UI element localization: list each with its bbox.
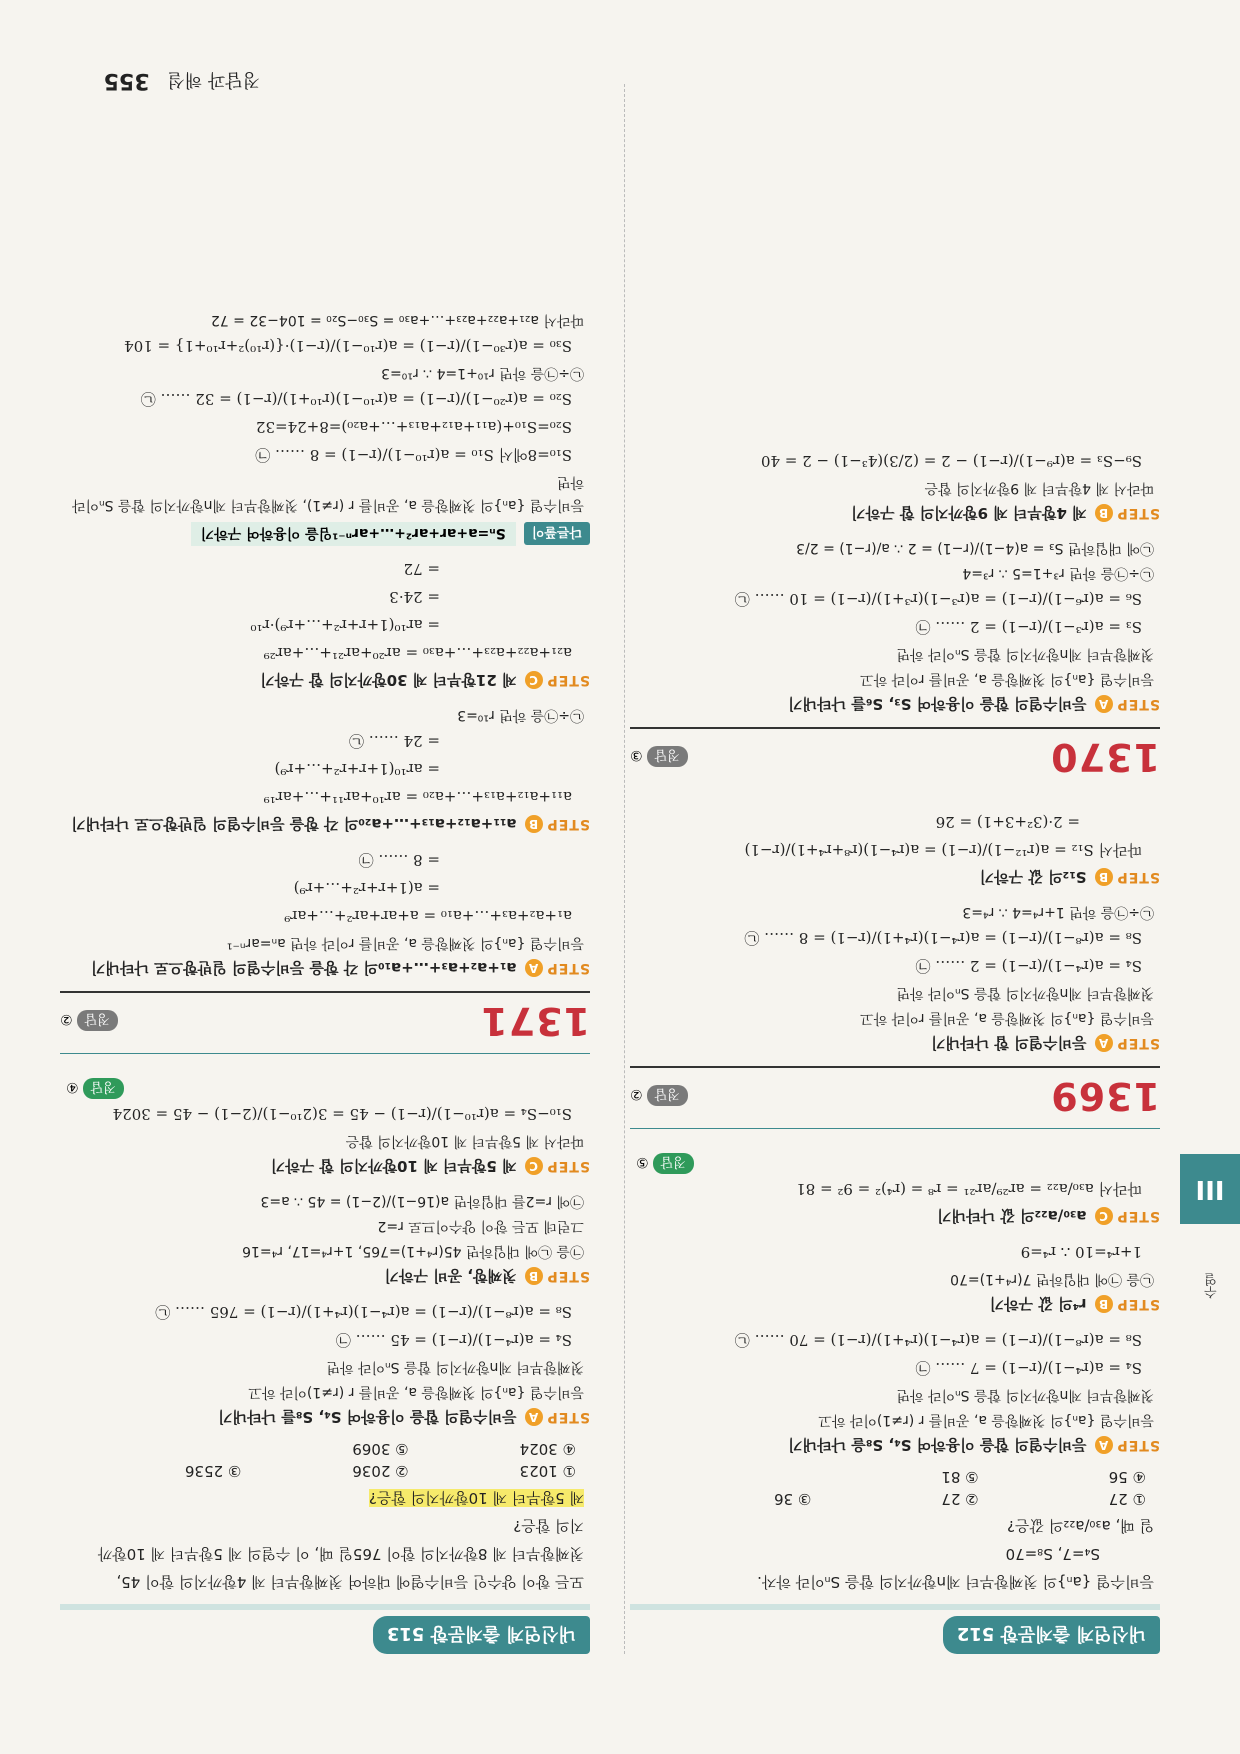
solution-line: 따라서 a₂₁+a₂₂+a₂₃+…+a₃₀ = S₃₀−S₂₀ = 104−32 = 72 [210,312,584,328]
problem-1369-header [630,1074,1160,1118]
solution-line: 등비수열 {aₙ}의 첫째항을 a, 공비를 r (r≠1)이라 하고 [248,1384,584,1400]
step-heading: STEP B a₁₁+a₁₂+a₁₃+…+a₂₀의 각 항을 등비수열의 일반항으로 나타내기 [71,815,590,833]
rule [630,1066,1160,1068]
equation: 따라서 a₃₀/a₂₂ = ar²⁹/ar²¹ = r⁸ = (r⁴)² = 9² = 81 [796,1180,1142,1198]
rule [60,991,590,993]
equation: S₈ = a(r⁸−1)/(r−1) = a(r⁴−1)(r⁴+1)/(r−1) = 8 …… ㉡ [744,929,1142,947]
column-divider [624,84,625,1654]
solution-line: ㉡÷㉠을 하면 r¹⁰=3 [457,707,584,723]
step-heading: STEP C 제 21항부터 제 30항까지의 합 구하기 [260,671,590,689]
question-line: S₄=7, S₈=70 [1005,1545,1100,1563]
step-heading: STEP A 등비수열의 합을 이용하여 S₄, S₈를 나타내기 [218,1408,590,1426]
answer: 정답④ [66,1078,590,1099]
equation: = ar¹⁰(1+r+r²+…+r⁹) [274,760,440,778]
side-chapter-tab: III [1180,1154,1240,1224]
choice[interactable]: ⑤ 3069 [352,1440,409,1458]
question-line: 등비수열 {aₙ}의 첫째항부터 제n항까지의 합을 Sₙ이라 하자. [757,1573,1154,1591]
equation: S₃₀ = a(r³⁰−1)/(r−1) = a(r¹⁰−1)/(r−1)·{(r¹⁰)²+r¹⁰+1} = 104 [124,337,572,355]
equation: = ar¹⁰(1+r+r²+…+r⁹)·r¹⁰ [250,616,440,634]
step-heading: STEP A 등비수열의 합을 이용하여 S₄, S₈을 나타내기 [788,1436,1160,1454]
solution-line: ㉠에 r=2를 대입하면 a(16−1)/(2−1) = 45 ∴ a=3 [260,1193,584,1209]
equation: = 24 …… ㉡ [349,732,440,750]
step-heading: STEP B r⁴의 값 구하기 [989,1295,1160,1313]
solution-line: ㉡÷㉠을 하면 1+r⁴=4 ∴ r⁴=3 [962,904,1154,920]
solution-line: ㉡에 대입하면 S₃ = a(4−1)/(r−1) = 2 ∴ a/(r−1) = 2/3 [796,540,1154,556]
banner-strip [60,1604,590,1610]
question-line: 일 때, a₃₀/a₂₂의 값은? [1007,1517,1154,1535]
equation: a₁₁+a₁₂+a₁₃+…+a₂₀ = ar¹⁰+ar¹¹+…+ar¹⁹ [263,788,572,806]
choice[interactable]: ② 27 [941,1490,979,1508]
equation: S₈ = a(r⁸−1)/(r−1) = a(r⁴−1)(r⁴+1)/(r−1) = 765 …… ㉡ [155,1303,572,1321]
question-highlight: 제 5항부터 제 10항까지의 합은? [368,1489,584,1507]
solution-line: 첫째항부터 제n항까지의 합을 Sₙ이라 하면 [326,1359,584,1375]
solution-line: ㉡을 ㉠에 대입하면 7(r⁴+1)=70 [950,1271,1154,1287]
solution-line: 첫째항부터 제n항까지의 합을 Sₙ이라 하면 [896,646,1154,662]
problem-1371-header [60,999,590,1043]
answer: 정답② [60,1011,118,1032]
equation: S₁₀=8에서 S₁₀ = a(r¹⁰−1)/(r−1) = 8 …… ㉠ [255,446,572,464]
choice[interactable]: ④ 3024 [519,1440,576,1458]
answer: 정답③ [630,747,688,768]
page-footer [104,68,260,94]
rule [630,727,1160,729]
solution-line: 첫째항부터 제n항까지의 합을 Sₙ이라 하면 [896,1387,1154,1403]
choice[interactable]: ② 2036 [352,1462,409,1480]
equation: = 72 [403,560,440,578]
equation: = 8 …… ㉠ [358,851,440,869]
step-heading: STEP B 제 4항부터 제 9항까지의 합 구하기 [851,504,1160,522]
choice[interactable]: ④ 56 [1108,1468,1146,1486]
separator [60,1053,590,1054]
banner-512: 내신연계 출제문항 512 [943,1616,1160,1654]
solution-line: 등비수열 {aₙ}의 첫째항을 a, 공비를 r이라 하고 [860,1010,1154,1026]
answer: 정답⑤ [636,1153,1160,1174]
equation: S₂₀=S₁₀+(a₁₁+a₁₂+a₁₃+…+a₂₀)=8+24=32 [255,418,572,436]
solution-line: 등비수열 {aₙ}의 첫째항을 a, 공비를 r이라 하면 aₙ=arⁿ⁻¹ [226,935,584,951]
step-heading: STEP C 제 5항부터 제 10항까지의 합 구하기 [270,1157,590,1175]
equation: S₄ = a(r⁴−1)/(r−1) = 2 …… ㉠ [915,957,1142,975]
equation: = 2·(3²+3+1) = 26 [935,813,1080,831]
choice[interactable]: ③ 36 [774,1490,812,1508]
solution-line: ㉡÷㉠을 하면 r³+1=5 ∴ r³=4 [962,565,1154,581]
equation: a₁+a₂+a₃+…+a₁₀ = a+ar+ar²+…+ar⁹ [284,907,572,925]
equation: = 24·3 [389,588,440,606]
solution-line: 등비수열 {aₙ}의 첫째항을 a, 공비를 r (r≠1)이라 하고 [818,1412,1154,1428]
answer: 정답② [630,1086,688,1107]
separator [630,1128,1160,1129]
equation: 1+r⁴=10 ∴ r⁴=9 [1020,1243,1142,1261]
equation: S₉−S₃ = a(r⁹−1)/(r−1) − 2 = (2/3)(4³−1) − 2 = 40 [760,452,1142,470]
question-line: 첫째항부터 제 8항까지의 합이 765일 때, 이 수열의 제 5항부터 제 10항까 [97,1545,584,1563]
banner-strip [630,1604,1160,1610]
equation: S₃ = a(r³−1)/(r−1) = 2 …… ㉠ [915,618,1142,636]
choice[interactable]: ③ 2536 [184,1462,242,1480]
problem-1370-header [630,735,1160,779]
banner-513: 내신연계 출제문항 513 [373,1616,590,1654]
question-line: 모든 항이 양수인 등비수열에 대하여 첫째항부터 제 4항까지의 합이 45, [116,1573,584,1591]
problem-number: 1371 [480,999,590,1043]
solution-line: ㉡÷㉠을 하면 r¹⁰+1=4 ∴ r¹⁰=3 [381,365,584,381]
choices [644,1468,1146,1508]
step-heading: STEP B 첫째항, 공비 구하기 [384,1267,590,1285]
equation: 따라서 S₁₂ = a(r¹²−1)/(r−1) = a(r⁴−1)(r⁸+r⁴+1)/(r−1) [744,841,1142,859]
solution-line: 첫째항부터 제n항까지의 합을 Sₙ이라 하면 [896,985,1154,1001]
equation: S₈ = a(r⁸−1)/(r−1) = a(r⁴−1)(r⁴+1)/(r−1) = 70 …… ㉡ [734,1331,1142,1349]
choice[interactable]: ① 27 [1108,1490,1146,1508]
equation: S₆ = a(r⁶−1)/(r−1) = a(r³−1)(r³+1)/(r−1) = 10 …… ㉡ [734,590,1142,608]
equation: S₄ = a(r⁴−1)/(r−1) = 45 …… ㉠ [335,1331,572,1349]
choice[interactable]: ① 1023 [519,1462,576,1480]
equation: S₁₀−S₄ = a(r¹⁰−1)/(r−1) − 45 = 3(2¹⁰−1)/(2−1) − 45 = 3024 [112,1105,572,1123]
solution-line: 따라서 제 4항부터 제 9항까지의 합은 [924,480,1154,496]
page-number: 355 [103,68,150,93]
choice[interactable]: ⑤ 81 [941,1468,979,1486]
side-subject: 수열 [1205,1273,1220,1299]
problem-number: 1370 [1050,735,1160,779]
solution-line: 그런데 모든 항이 양수이므로 r=2 [377,1218,584,1234]
equation: a₂₁+a₂₂+a₂₃+…+a₃₀ = ar²⁰+ar²¹+…+ar²⁹ [263,644,572,662]
solution-line: ㉠을 ㉡에 대입하면 45(r⁴+1)=765, 1+r⁴=17, r⁴=16 [242,1243,584,1259]
equation: = a(1+r+r²+…+r⁹) [293,879,440,897]
right-column [60,306,590,1654]
step-heading: STEP C a₃₀/a₂₂의 값 나타내기 [937,1207,1160,1225]
step-heading: STEP A a₁+a₂+a₃+…+a₁₀의 각 항을 등비수열의 일반항으로 나타내기 [90,959,590,977]
choices [74,1440,576,1480]
solution-line: 따라서 제 5항부터 제 10항까지의 합은 [345,1133,584,1149]
solution-line: 등비수열 {aₙ}의 첫째항을 a, 공비를 r이라 하고 [860,671,1154,687]
step-heading: STEP A 등비수열의 합을 이용하여 S₃, S₆를 나타내기 [788,695,1160,713]
footer-label: 정답과 해설 [167,69,260,90]
solution-line: 등비수열 {aₙ}의 첫째항을 a, 공비를 r (r≠1), 첫째항부터 제n항까지의 합을 Sₙ이라 하면 [72,474,584,513]
equation: S₂₀ = a(r²⁰−1)/(r−1) = a(r¹⁰−1)(r¹⁰+1)/(r−1) = 32 …… ㉡ [140,390,572,408]
alt-solution-header: 다른풀이 Sₙ=a+ar+ar²+…+arⁿ⁻¹임을 이용하여 구하기 [60,522,590,546]
step-heading: STEP A 등비수열의 합 나타내기 [931,1034,1160,1052]
problem-number: 1369 [1050,1074,1160,1118]
step-heading: STEP B S₁₂의 값 구하기 [979,868,1160,886]
equation: S₄ = a(r⁴−1)/(r−1) = 7 …… ㉠ [915,1359,1142,1377]
question-line: 지의 합은? [513,1517,584,1535]
left-column [630,446,1160,1654]
